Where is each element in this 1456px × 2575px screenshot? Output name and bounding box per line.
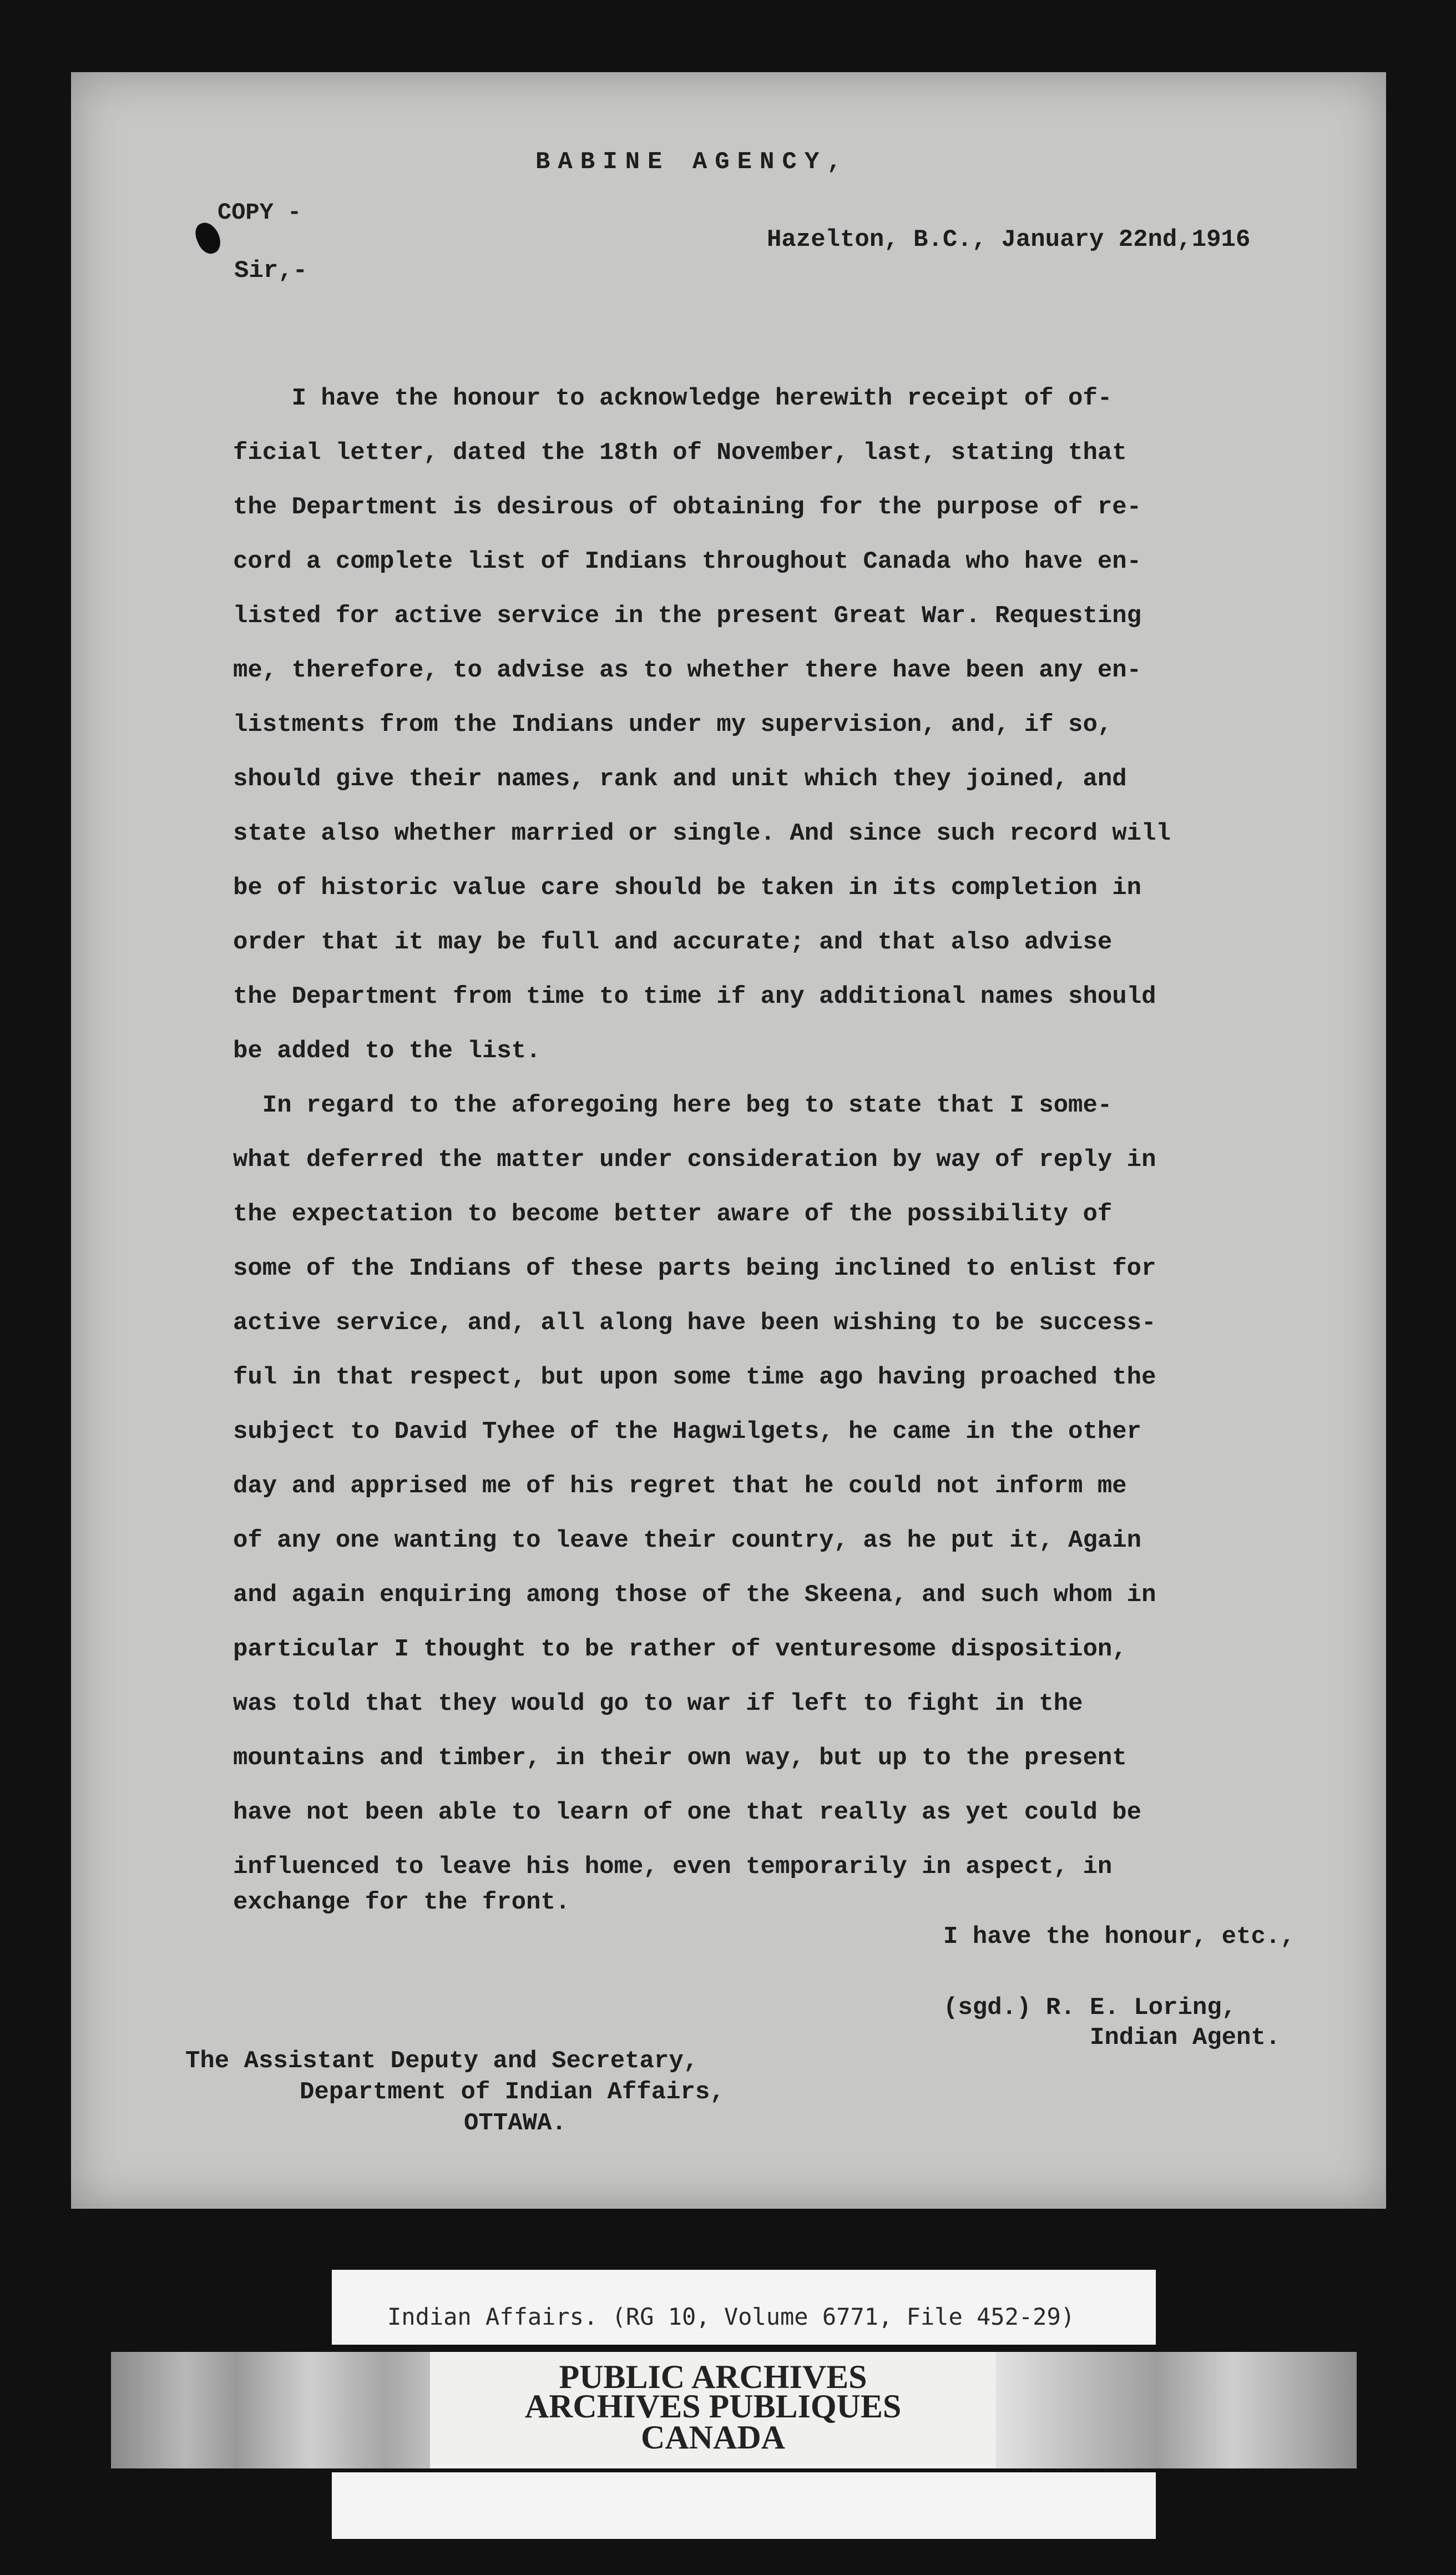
agency-heading: BABINE AGENCY, — [535, 148, 850, 176]
body-line: be of historic value care should be taken in its completion in — [233, 874, 1142, 902]
copy-mark: COPY - — [218, 199, 302, 226]
archives-stamp — [430, 2352, 996, 2468]
recipient-line: OTTAWA. — [464, 2109, 567, 2137]
body-line: subject to David Tyhee of the Hagwilgets, he came in the other — [233, 1418, 1142, 1446]
body-line: be added to the list. — [233, 1037, 541, 1065]
body-line: active service, and, all along have been wishing to be success- — [233, 1309, 1156, 1337]
salutation: Sir,- — [234, 257, 308, 285]
body-line: state also whether married or single. And since such record will — [233, 820, 1171, 847]
body-line-last: exchange for the front. — [233, 1889, 570, 1916]
body-line: the Department from time to time if any additional names should — [233, 983, 1156, 1011]
body-line: cord a complete list of Indians throughout Canada who have en- — [233, 548, 1142, 575]
archives-stamp-line: ARCHIVES PUBLIQUES — [524, 2388, 902, 2425]
body-line: have not been able to learn of one that really as yet could be — [233, 1799, 1142, 1826]
body-line: should give their names, rank and unit which they joined, and — [233, 765, 1127, 793]
body-line: and again enquiring among those of the Skeena, and such whom in — [233, 1581, 1156, 1609]
signer-title: Indian Agent. — [1090, 2024, 1281, 2052]
archives-stamp-line: CANADA — [641, 2419, 785, 2456]
dateline: Hazelton, B.C., January 22nd,1916 — [767, 226, 1251, 254]
body-line: was told that they would go to war if left to fight in the — [233, 1690, 1083, 1718]
body-line: mountains and timber, in their own way, but up to the present — [233, 1744, 1127, 1772]
body-line: listments from the Indians under my supervision, and, if so, — [233, 711, 1113, 739]
signature-line: (sgd.) R. E. Loring, — [943, 1994, 1237, 2022]
blank-card — [332, 2472, 1156, 2539]
archives-stamp-line: PUBLIC ARCHIVES — [559, 2359, 867, 2395]
body-line: the Department is desirous of obtaining for the purpose of re- — [233, 493, 1142, 521]
body-line: In regard to the aforegoing here beg to state that I some- — [233, 1092, 1113, 1119]
body-line: ficial letter, dated the 18th of November, last, stating that — [233, 439, 1127, 467]
body-line: influenced to leave his home, even temporarily in aspect, in — [233, 1853, 1113, 1881]
body-line: I have the honour to acknowledge herewith receipt of of- — [233, 385, 1113, 412]
body-line: ful in that respect, but upon some time ago having proached the — [233, 1364, 1156, 1391]
body-line: listed for active service in the present Great War. Requesting — [233, 602, 1142, 630]
recipient-line: Department of Indian Affairs, — [300, 2078, 725, 2106]
body-line: the expectation to become better aware of the possibility of — [233, 1200, 1113, 1228]
archive-reference: Indian Affairs. (RG 10, Volume 6771, File 452-29) — [387, 2303, 1075, 2330]
body-line: particular I thought to be rather of venturesome disposition, — [233, 1635, 1127, 1663]
body-line: what deferred the matter under consideration by way of reply in — [233, 1146, 1156, 1174]
body-line: of any one wanting to leave their country, as he put it, Again — [233, 1527, 1142, 1554]
recipient-line: The Assistant Deputy and Secretary, — [185, 2047, 699, 2075]
body-line: day and apprised me of his regret that he could not inform me — [233, 1472, 1127, 1500]
closing: I have the honour, etc., — [943, 1923, 1295, 1951]
body-line: order that it may be full and accurate; and that also advise — [233, 928, 1113, 956]
archive-reference-card — [332, 2270, 1156, 2345]
body-line: some of the Indians of these parts being inclined to enlist for — [233, 1255, 1156, 1283]
body-line: me, therefore, to advise as to whether there have been any en- — [233, 657, 1142, 684]
